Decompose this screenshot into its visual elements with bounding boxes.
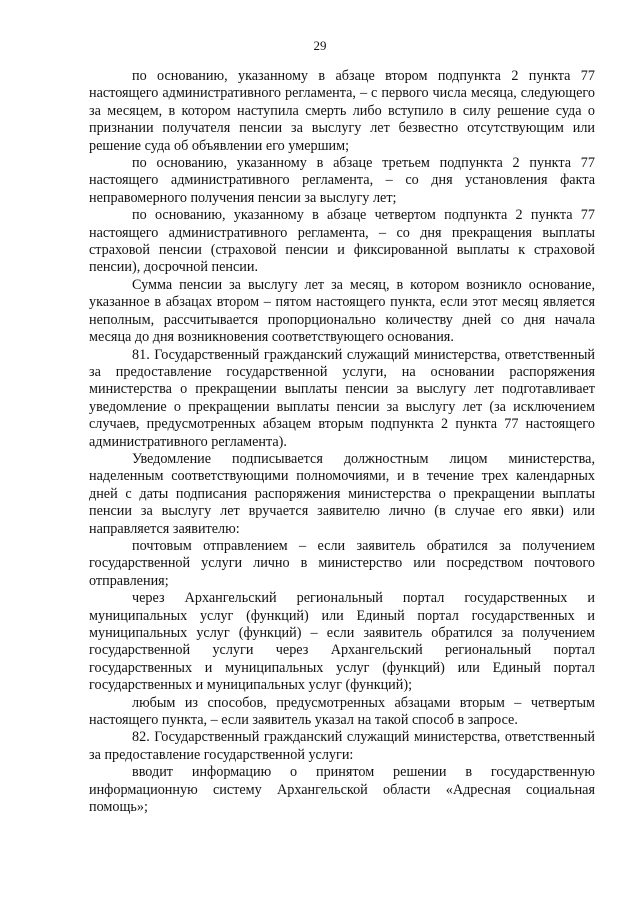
paragraph-10: 82. Государственный гражданский служащий министерства, ответственный за предоставление государственной услуги: — [89, 729, 595, 763]
page-number: 29 — [313, 38, 327, 53]
paragraph-7: почтовым отправлением – если заявитель обратился за получением государственной услуги лично в министерство или посредством почтового отправления; — [89, 537, 595, 589]
paragraph-11: вводит информацию о принятом решении в государственную информационную систему Архангельской области «Адресная социальная помощь»; — [89, 764, 595, 816]
paragraph-1: по основанию, указанному в абзаце втором подпункта 2 пункта 77 настоящего административного регламента, – с первого числа месяца, следующего за месяцем, в котором наступила смерть либо вступило в силу решение суда о признании получателя пенсии за выслугу лет безвестно отсутствующим или решение суда об объявлении его умершим; — [89, 68, 595, 154]
paragraph-3: по основанию, указанному в абзаце четвертом подпункта 2 пункта 77 настоящего административного регламента, – со дня прекращения выплаты страховой пенсии (страховой пенсии и фиксированной выплаты к страховой пенсии), досрочной пенсии. — [89, 207, 595, 276]
paragraph-8: через Архангельский региональный портал государственных и муниципальных услуг (функций) или Единый портал государственных и муниципальных услуг (функций) – если заявитель обратился за получением государственной услуги через Архангельский региональный портал государственных и муниципальных услуг (функций) или Единый портал государственных и муниципальных услуг (функций); — [89, 590, 595, 694]
body-text — [89, 68, 595, 816]
paragraph-9: любым из способов, предусмотренных абзацами вторым – четвертым настоящего пункта, – если заявитель указал на такой способ в запросе. — [89, 694, 595, 729]
paragraph-5: 81. Государственный гражданский служащий министерства, ответственный за предоставление государственной услуги, на основании распоряжения министерства о прекращении выплаты пенсии за выслугу лет подготавливает уведомление о прекращении выплаты пенсии за выслугу лет (за исключением случаев, предусмотренных абзацем вторым подпункта 2 пункта 77 настоящего административного регламента). — [89, 346, 595, 450]
paragraph-2: по основанию, указанному в абзаце третьем подпункта 2 пункта 77 настоящего административного регламента, – со дня установления факта неправомерного получения пенсии за выслугу лет; — [89, 155, 595, 206]
paragraph-4: Сумма пенсии за выслугу лет за месяц, в котором возникло основание, указанное в абзацах втором – пятом настоящего пункта, если этот месяц является неполным, рассчитывается пропорционально количеству дней со дня начала месяца до дня возникновения соответствующего основания. — [89, 276, 595, 346]
paragraph-6: Уведомление подписывается должностным лицом министерства, наделенным соответствующими полномочиями, и в течение трех календарных дней с даты подписания распоряжения министерства о прекращении выплаты пенсии за выслугу лет вручается заявителю лично (в случае его явки) или направляется заявителю: — [89, 450, 595, 537]
